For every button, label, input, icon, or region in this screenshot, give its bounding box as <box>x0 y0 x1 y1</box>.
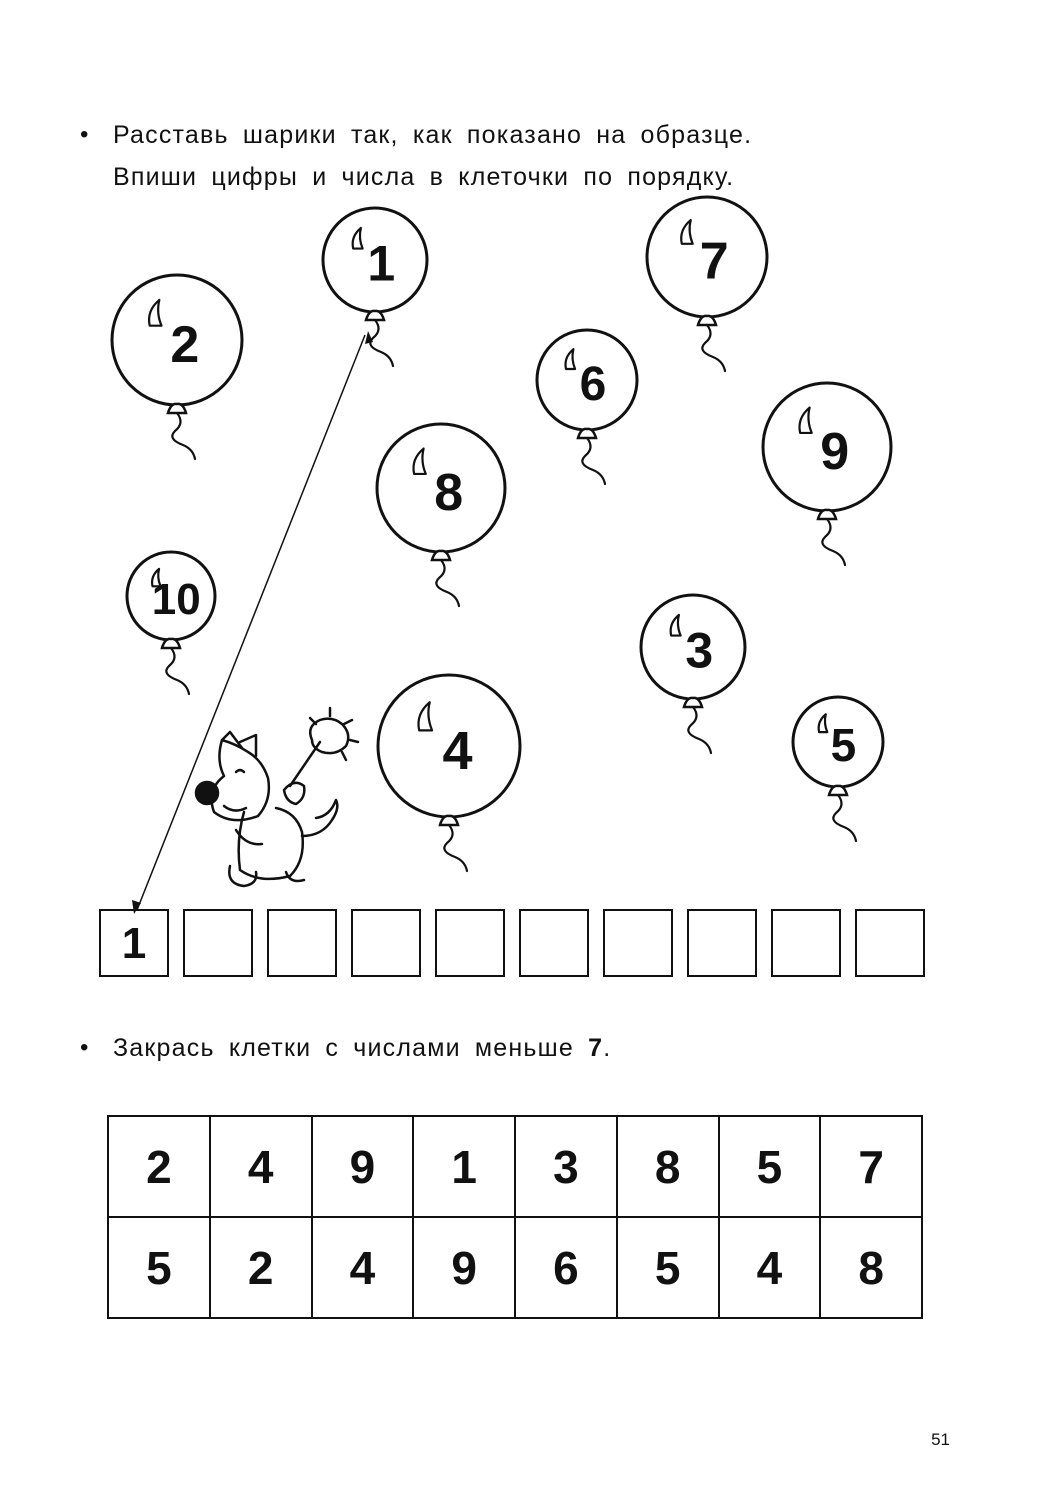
balloon-string <box>370 320 393 366</box>
balloon-knot <box>168 404 186 413</box>
balloon-string <box>436 560 459 606</box>
balloon-string <box>582 438 605 484</box>
balloon-knot <box>818 510 836 519</box>
balloon <box>323 208 427 366</box>
balloon-knot <box>440 816 458 825</box>
instruction-number: 7 <box>588 1034 604 1062</box>
balloon-knot <box>366 311 384 320</box>
bullet: • <box>80 1034 90 1061</box>
balloon-number: 3 <box>685 622 714 679</box>
balloon <box>537 330 637 484</box>
instruction-text: Закрась клетки с числами меньше <box>113 1034 589 1062</box>
instruction-line-2: Впиши цифры и числа в клеточки по порядку. <box>113 163 735 191</box>
balloon-knot <box>684 698 702 707</box>
answer-cell[interactable] <box>603 909 673 977</box>
bullet: • <box>80 121 90 148</box>
balloon-string <box>166 648 189 694</box>
balloon-string <box>702 325 725 371</box>
balloon <box>641 595 745 753</box>
grid-cell[interactable]: 2 <box>210 1217 312 1318</box>
balloon-string <box>172 413 195 459</box>
balloon-string <box>833 795 856 841</box>
balloon-number: 9 <box>820 422 850 481</box>
balloon-knot <box>829 786 847 795</box>
balloon-knot <box>432 551 450 560</box>
grid-cell[interactable]: 6 <box>515 1217 617 1318</box>
balloon-number: 5 <box>830 718 857 771</box>
answer-cell[interactable] <box>267 909 337 977</box>
grid-cell[interactable]: 1 <box>413 1116 515 1217</box>
answer-cell[interactable] <box>435 909 505 977</box>
balloon-number: 2 <box>170 315 200 374</box>
answer-cell[interactable] <box>855 909 925 977</box>
grid-cell[interactable]: 8 <box>820 1217 922 1318</box>
balloon-number: 7 <box>699 232 729 291</box>
answer-cell[interactable] <box>183 909 253 977</box>
puppy-illustration <box>196 708 358 886</box>
balloon-string <box>688 707 711 753</box>
balloon-number: 4 <box>442 720 473 781</box>
balloon <box>127 552 215 694</box>
balloon-number: 10 <box>151 575 201 625</box>
grid-cell[interactable]: 9 <box>312 1116 414 1217</box>
answer-cell[interactable] <box>519 909 589 977</box>
grid-cell[interactable]: 3 <box>515 1116 617 1217</box>
balloon-number: 8 <box>434 463 464 522</box>
grid-cell[interactable]: 4 <box>312 1217 414 1318</box>
instruction-line-1: Расставь шарики так, как показано на образце. <box>113 121 753 149</box>
answer-cell[interactable]: 1 <box>99 909 169 977</box>
balloon-string <box>822 519 845 565</box>
balloon-number: 1 <box>367 235 396 292</box>
grid-cell[interactable]: 2 <box>108 1116 210 1217</box>
balloon-knot <box>698 316 716 325</box>
balloon <box>763 383 891 565</box>
balloon <box>112 275 242 459</box>
grid-cell[interactable]: 4 <box>210 1116 312 1217</box>
balloon-knot <box>578 429 596 438</box>
grid-cell[interactable]: 5 <box>108 1217 210 1318</box>
grid-cell[interactable]: 8 <box>617 1116 719 1217</box>
answer-cell[interactable] <box>687 909 757 977</box>
balloon <box>793 697 883 841</box>
grid-cell[interactable]: 5 <box>617 1217 719 1318</box>
balloon-string <box>444 825 467 871</box>
arrow-tail-head <box>365 331 373 344</box>
answer-cell[interactable] <box>351 909 421 977</box>
balloon-number: 6 <box>579 357 607 411</box>
answer-cell[interactable] <box>771 909 841 977</box>
grid-cell[interactable]: 7 <box>820 1116 922 1217</box>
grid-cell[interactable]: 9 <box>413 1217 515 1318</box>
grid-cell[interactable]: 4 <box>719 1217 821 1318</box>
page-number: 51 <box>931 1430 950 1449</box>
number-grid <box>107 1115 923 1319</box>
balloon-knot <box>162 639 180 648</box>
balloon <box>647 197 767 371</box>
balloon <box>377 424 505 606</box>
grid-row <box>108 1116 922 1217</box>
grid-cell[interactable]: 5 <box>719 1116 821 1217</box>
balloon <box>378 675 520 871</box>
instruction-period: . <box>603 1034 612 1062</box>
grid-row <box>108 1217 922 1318</box>
